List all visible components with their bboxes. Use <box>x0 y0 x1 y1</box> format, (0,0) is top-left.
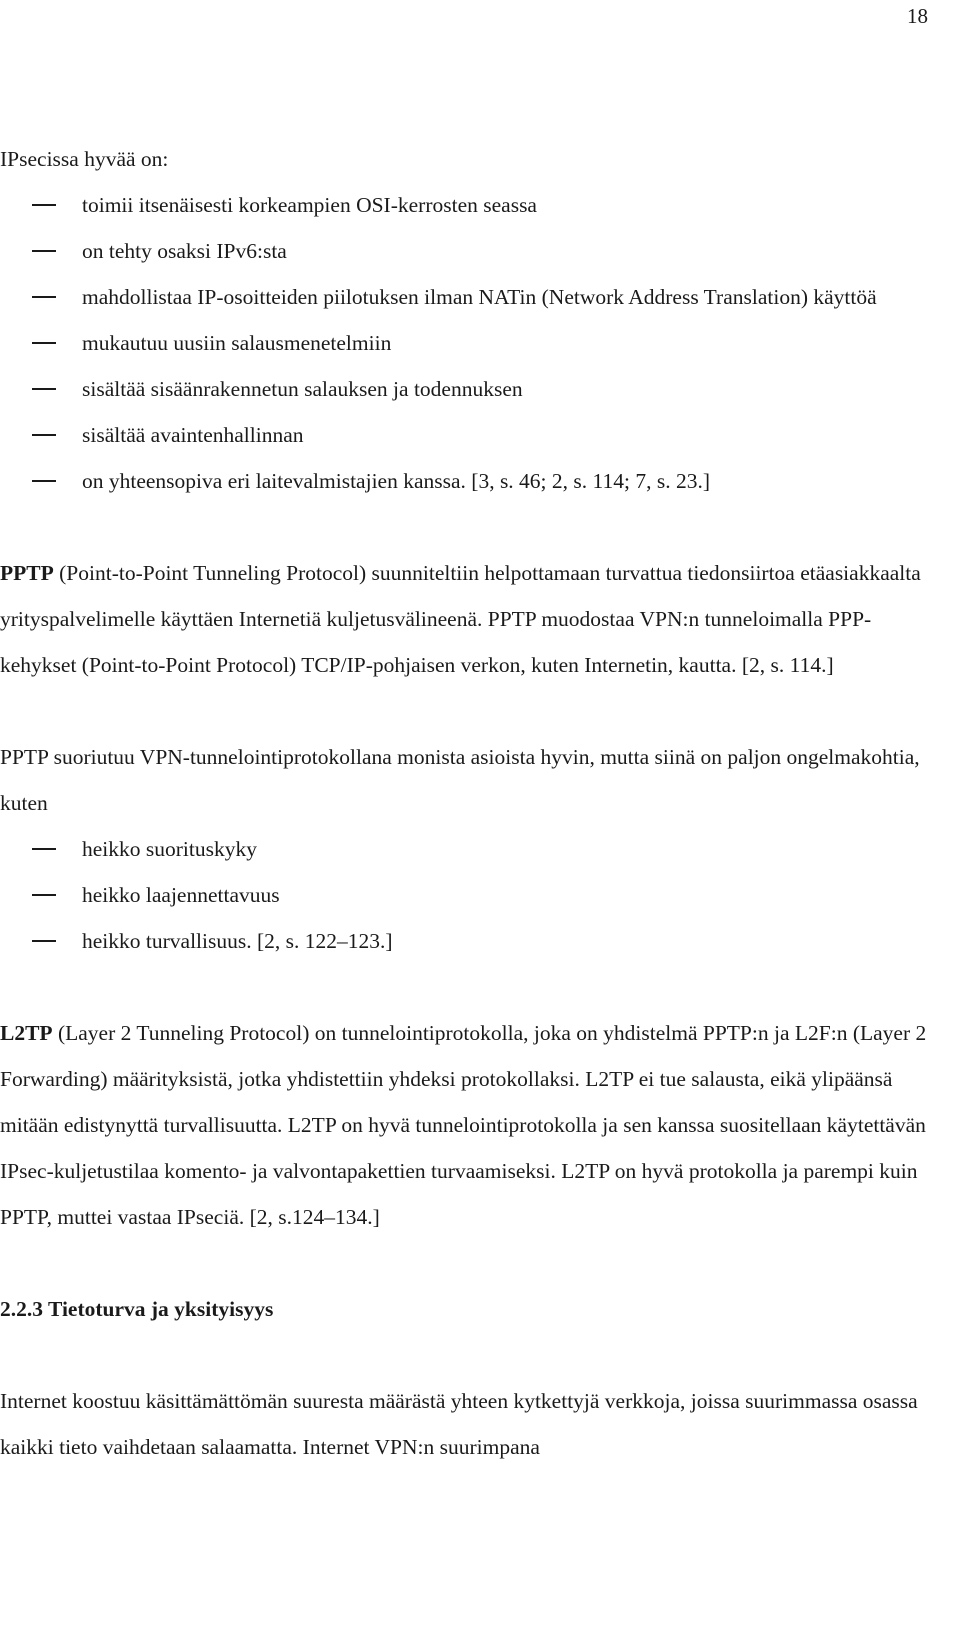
pptp-paragraph-text: (Point-to-Point Tunneling Protocol) suunniteltiin helpottamaan turvattua tiedonsiirtoa etäasiakkaalta yrityspalvelimelle käyttäen Internetiä kuljetusvälineenä. PPTP muodostaa VPN:n tunneloimalla PPP-kehykset (Point-to-Point Protocol) TCP/IP-pohjaisen verkon, kuten Internetin, kautta. [2, s. 114.] <box>0 561 921 677</box>
dash-bullet <box>32 296 56 298</box>
l2tp-paragraph-text: (Layer 2 Tunneling Protocol) on tunnelointiprotokolla, joka on yhdistelmä PPTP:n ja L2F:n (Layer 2 Forwarding) määrityksistä, jotka yhdistettiin yhdeksi protokollaksi. L2TP ei tue salausta, eikä ylipäänsä mitään edistynyttä turvallisuutta. L2TP on hyvä tunnelointiprotokolla ja sen kanssa suositellaan käytettävän IPsec-kuljetustilaa komento- ja valvontapakettien turvaamiseksi. L2TP on hyvä protokolla ja parempi kuin PPTP, muttei vastaa IPseciä. [2, s.124–134.] <box>0 1021 927 1229</box>
l2tp-term: L2TP <box>0 1021 53 1045</box>
list-item <box>0 458 930 504</box>
list-item-text: heikko laajennettavuus <box>82 883 280 907</box>
dash-bullet <box>32 204 56 206</box>
document-body <box>0 136 930 1470</box>
dash-bullet <box>32 434 56 436</box>
list-item <box>0 274 930 320</box>
list-item-text: mukautuu uusiin salausmenetelmiin <box>82 331 392 355</box>
pptp-paragraph <box>0 550 930 688</box>
list-item <box>0 412 930 458</box>
list-item-text: on yhteensopiva eri laitevalmistajien kanssa. [3, s. 46; 2, s. 114; 7, s. 23.] <box>82 469 710 493</box>
section-paragraph: Internet koostuu käsittämättömän suuresta määrästä yhteen kytkettyjä verkkoja, joissa suurimmassa osassa kaikki tieto vaihdetaan salaamatta. Internet VPN:n suurimpana <box>0 1389 918 1459</box>
dash-bullet <box>32 250 56 252</box>
list-item <box>0 872 930 918</box>
dash-bullet <box>32 848 56 850</box>
list-item-text: sisältää sisäänrakennetun salauksen ja todennuksen <box>82 377 523 401</box>
list-item <box>0 918 930 964</box>
dash-bullet <box>32 388 56 390</box>
list-item <box>0 826 930 872</box>
dash-bullet <box>32 894 56 896</box>
list-item-text: sisältää avaintenhallinnan <box>82 423 304 447</box>
list-item <box>0 320 930 366</box>
pptp-term: PPTP <box>0 561 54 585</box>
ipsec-benefits-list <box>0 182 930 504</box>
dash-bullet <box>32 480 56 482</box>
list-item <box>0 228 930 274</box>
pptp-issues-paragraph: PPTP suoriutuu VPN-tunnelointiprotokollana monista asioista hyvin, mutta siinä on paljon ongelmakohtia, kuten <box>0 745 920 815</box>
pptp-issues-list <box>0 826 930 964</box>
list-item-text: on tehty osaksi IPv6:sta <box>82 239 287 263</box>
list-item-text: toimii itsenäisesti korkeampien OSI-kerrosten seassa <box>82 193 537 217</box>
ipsec-intro: IPsecissa hyvää on: <box>0 147 169 171</box>
dash-bullet <box>32 342 56 344</box>
dash-bullet <box>32 940 56 942</box>
l2tp-paragraph <box>0 1010 930 1240</box>
list-item <box>0 366 930 412</box>
list-item <box>0 182 930 228</box>
page-number: 18 <box>907 4 928 28</box>
list-item-text: heikko turvallisuus. [2, s. 122–123.] <box>82 929 393 953</box>
section-heading: 2.2.3 Tietoturva ja yksityisyys <box>0 1297 274 1321</box>
list-item-text: mahdollistaa IP-osoitteiden piilotuksen ilman NATin (Network Address Translation) käyttöä <box>82 285 877 309</box>
list-item-text: heikko suorituskyky <box>82 837 257 861</box>
